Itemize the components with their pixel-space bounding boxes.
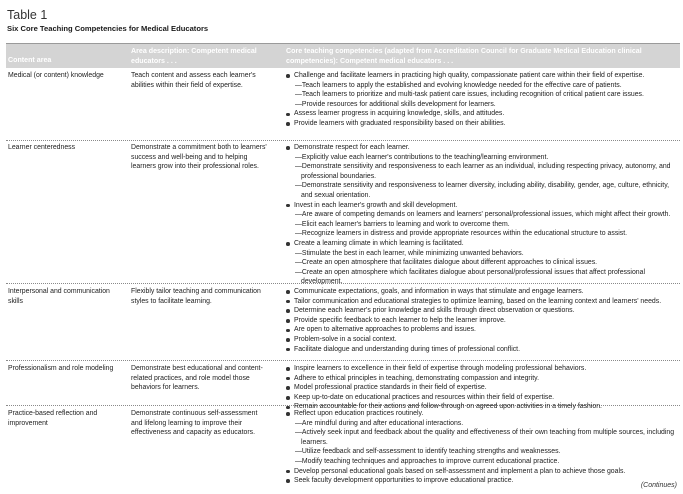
competency-subitem: —Create an open atmosphere that facilitates dialogue about different approaches to clinical issues. [295,259,598,267]
header-content-area: Content area [8,56,52,64]
header-core-competencies: Core teaching competencies (adapted from Accreditation Council for Graduate Medical Education clinical competencies): Competent medical educators . . . [286,47,642,65]
competency-list [284,143,680,287]
competency-item: Determine each learner's prior knowledge and skills through direct observation or questions. [284,306,680,316]
competencies-cell [284,287,680,354]
row-separator [6,140,680,141]
competency-item: Facilitate dialogue and understanding during times of professional conflict. [284,345,680,355]
competencies-cell [284,409,680,486]
competency-item: Reflect upon education practices routinely. [284,409,680,419]
competency-subitem: —Elicit each learner's barriers to learning and work to overcome them. [295,220,510,228]
row-separator [6,360,680,361]
area-description-cell: Flexibly tailor teaching and communication styles to facilitate learning. [131,288,261,305]
competency-list [284,364,680,412]
competencies-cell [284,71,680,129]
competency-subitem: —Provide resources for additional skills development for learners. [295,100,496,108]
competency-subitem: —Demonstrate sensitivity and responsiveness to learner diversity, including ability, disability, gender, age, culture, ethnicity, and sexual orientation. [295,182,670,199]
competency-list [284,71,680,129]
competency-subitem: —Actively seek input and feedback about the quality and effectiveness of their own teaching from multiple sources, including learners. [295,429,675,446]
competencies-cell [284,364,680,412]
competency-item: Provide learners with graduated responsibility based on their abilities. [284,119,680,129]
competency-item: Create a learning climate in which learning is facilitated. [284,239,680,249]
competency-item: Seek faculty development opportunities to improve educational practice. [284,476,680,486]
competency-item: Inspire learners to excellence in their field of expertise through modeling professional behaviors. [284,364,680,374]
competency-subitem: —Are aware of competing demands on learners and learners' personal/professional issues, which might affect their growth. [295,211,671,219]
content-area-cell: Practice-based reflection and improvement [8,410,98,427]
table-title: Six Core Teaching Competencies for Medical Educators [7,24,209,33]
competency-item: Provide specific feedback to each learner to help the learner improve. [284,316,680,326]
competency-item: Are open to alternative approaches to problems and issues. [284,325,680,335]
table-label: Table 1 [7,8,48,22]
content-area-cell: Interpersonal and communication skills [8,288,110,305]
content-area-cell: Medical (or content) knowledge [8,72,104,79]
competency-item: Challenge and facilitate learners in practicing high quality, compassionate patient care within their field of expertise. [284,71,680,81]
competency-item: Demonstrate respect for each learner. [284,143,680,153]
area-description-cell: Demonstrate best educational and content-related practices, and role model those behaviors for learners. [131,365,263,392]
area-description-cell: Teach content and assess each learner's abilities within their field of expertise. [131,72,256,89]
competency-item: Assess learner progress in acquiring knowledge, skills, and attitudes. [284,109,680,119]
competency-subitem: —Modify teaching techniques and approaches to improve current educational practice. [295,457,560,465]
continues-note: (Continues) [640,482,677,489]
competency-subitem: —Are mindful during and after educational interactions. [295,419,464,427]
competency-item: Invest in each learner's growth and skill development. [284,201,680,211]
table-header [6,43,680,68]
competency-subitem: —Explicitly value each learner's contributions to the teaching/learning environment. [295,153,549,161]
content-area-cell: Learner centeredness [8,144,76,151]
competency-list [284,287,680,354]
competency-subitem: —Create an open atmosphere which facilitates dialogue about personal/professional issues that affect professional development. [295,268,645,286]
competency-list [284,409,680,486]
competency-item: Tailor communication and educational strategies to optimize learning, based on the learning context and learners' needs. [284,297,680,307]
competency-item: Problem-solve in a social context. [284,335,680,345]
competency-subitem: —Teach learners to apply the established and evolving knowledge needed for the effective care of patients. [295,81,622,89]
competency-subitem: —Teach learners to prioritize and multi-task patient care issues, including recognition of critical patient care issues. [295,91,644,99]
competency-subitem: —Utilize feedback and self-assessment to identify teaching strengths and weaknesses. [295,448,561,456]
competency-subitem: —Demonstrate sensitivity and responsiveness to each learner as an individual, including respecting privacy, autonomy, and professional boundaries. [295,163,671,180]
competency-item: Model professional practice standards in their field of expertise. [284,383,680,393]
competency-item: Keep up-to-date on educational practices and resources within their field of expertise. [284,393,680,403]
header-area-description: Area description: Competent medical educators . . . [131,47,257,65]
competency-item: Develop personal educational goals based on self-assessment and implement a plan to achieve those goals. [284,467,680,477]
area-description-cell: Demonstrate continuous self-assessment and lifelong learning to improve their effectiveness and capacity as educators. [131,410,258,437]
competency-item: Communicate expectations, goals, and information in ways that stimulate and engage learners. [284,287,680,297]
competency-item: Remain accountable for their actions and follow-through on agreed upon activities in a timely fashion. [284,402,680,412]
competency-subitem: —Stimulate the best in each learner, while minimizing unwanted behaviors. [295,249,524,257]
competencies-cell [284,143,680,287]
content-area-cell: Professionalism and role modeling [8,365,114,372]
competency-subitem: —Recognize learners in distress and provide appropriate resources within the educational structure to assist. [295,230,628,238]
competency-item: Adhere to ethical principles in teaching, demonstrating compassion and integrity. [284,374,680,384]
area-description-cell: Demonstrate a commitment both to learners' success and well-being and to helping learners grow into their professional roles. [131,144,267,171]
